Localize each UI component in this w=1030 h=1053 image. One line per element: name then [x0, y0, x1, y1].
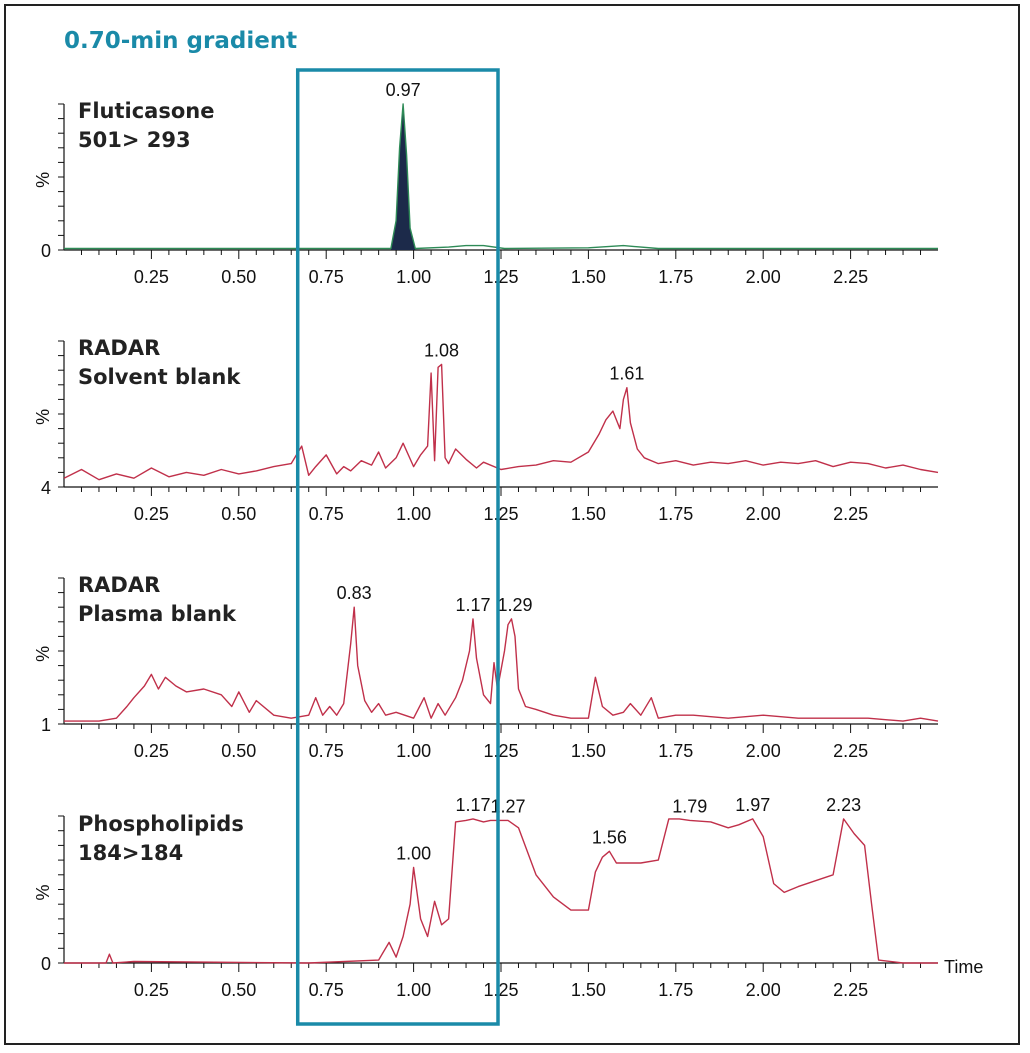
y-axis-label: % [33, 645, 53, 662]
x-tick-label: 1.00 [396, 504, 432, 524]
peak-annotation: 1.17 [455, 794, 491, 815]
trace-line [64, 819, 938, 963]
x-tick-label: 0.75 [308, 741, 344, 761]
x-tick-label: 2.25 [833, 504, 869, 524]
x-tick-label: 2.25 [833, 741, 869, 761]
x-tick-label: 2.00 [745, 741, 781, 761]
x-tick-label: 0.75 [308, 504, 344, 524]
x-tick-label: 1.25 [483, 980, 519, 1000]
peak-annotation: 1.79 [672, 796, 708, 817]
panel-4 [33, 795, 938, 1000]
panel-label-line-1: Phospholipids [78, 812, 244, 836]
peak-annotation: 0.97 [385, 80, 421, 100]
x-tick-label: 1.00 [396, 980, 432, 1000]
y-axis-label: % [33, 171, 53, 188]
x-tick-label: 1.50 [570, 980, 606, 1000]
x-tick-label: 0.75 [308, 267, 344, 287]
x-tick-label: 2.00 [745, 267, 781, 287]
trace-line [64, 104, 938, 249]
x-tick-label: 1.25 [483, 504, 519, 524]
x-tick-label: 1.00 [396, 741, 432, 761]
x-tick-label: 0.25 [133, 741, 169, 761]
x-tick-label: 1.50 [570, 504, 606, 524]
y-offset-label: 1 [40, 715, 52, 735]
peak-annotation: 1.97 [735, 794, 771, 815]
x-tick-label: 2.25 [833, 267, 869, 287]
chart-title: 0.70-min gradient [64, 28, 298, 54]
peak-annotation: 1.00 [396, 843, 432, 864]
panel-2 [33, 336, 938, 524]
peak-annotation: 1.29 [497, 594, 533, 615]
panel-1 [33, 80, 938, 287]
y-axis-label: % [33, 884, 53, 901]
peak-annotation: 1.08 [424, 340, 460, 361]
x-tick-label: 1.25 [483, 267, 519, 287]
x-tick-label: 2.00 [745, 504, 781, 524]
chromatogram-svg [6, 6, 1020, 1045]
panel-label-line-1: Fluticasone [78, 99, 215, 123]
x-tick-label: 0.25 [133, 267, 169, 287]
peak-annotation: 1.61 [609, 363, 645, 384]
peak-annotation: 1.17 [455, 594, 491, 615]
y-axis-label: % [33, 408, 53, 425]
panel-label-line-2: 184>184 [78, 841, 184, 865]
x-tick-label: 0.75 [308, 980, 344, 1000]
peak-annotation: 0.83 [336, 583, 372, 604]
x-tick-label: 1.75 [658, 504, 694, 524]
panel-3 [33, 573, 938, 761]
x-tick-label: 1.75 [658, 267, 694, 287]
y-offset-label: 0 [40, 241, 52, 261]
chart-frame [4, 4, 1020, 1045]
x-tick-label: 0.50 [221, 980, 257, 1000]
y-offset-label: 0 [40, 954, 52, 974]
x-tick-label: 0.50 [221, 741, 257, 761]
panel-label-line-1: RADAR [78, 573, 161, 597]
x-tick-label: 1.75 [658, 741, 694, 761]
x-axis-label: Time [944, 957, 984, 977]
x-tick-label: 0.50 [221, 504, 257, 524]
peak-annotation: 2.23 [826, 794, 862, 815]
x-tick-label: 1.50 [570, 741, 606, 761]
panel-label-line-1: RADAR [78, 336, 161, 360]
x-tick-label: 0.50 [221, 267, 257, 287]
x-tick-label: 0.25 [133, 504, 169, 524]
panel-label-line-2: 501> 293 [78, 128, 191, 152]
peak-annotation: 1.27 [490, 796, 526, 817]
x-tick-label: 1.75 [658, 980, 694, 1000]
x-tick-label: 2.00 [745, 980, 781, 1000]
x-tick-label: 0.25 [133, 980, 169, 1000]
panel-label-line-2: Solvent blank [78, 365, 241, 389]
peak-annotation: 1.56 [591, 827, 627, 848]
x-tick-label: 1.25 [483, 741, 519, 761]
x-tick-label: 2.25 [833, 980, 869, 1000]
y-offset-label: 4 [40, 478, 52, 498]
x-tick-label: 1.00 [396, 267, 432, 287]
x-tick-label: 1.50 [570, 267, 606, 287]
panel-label-line-2: Plasma blank [78, 602, 236, 626]
